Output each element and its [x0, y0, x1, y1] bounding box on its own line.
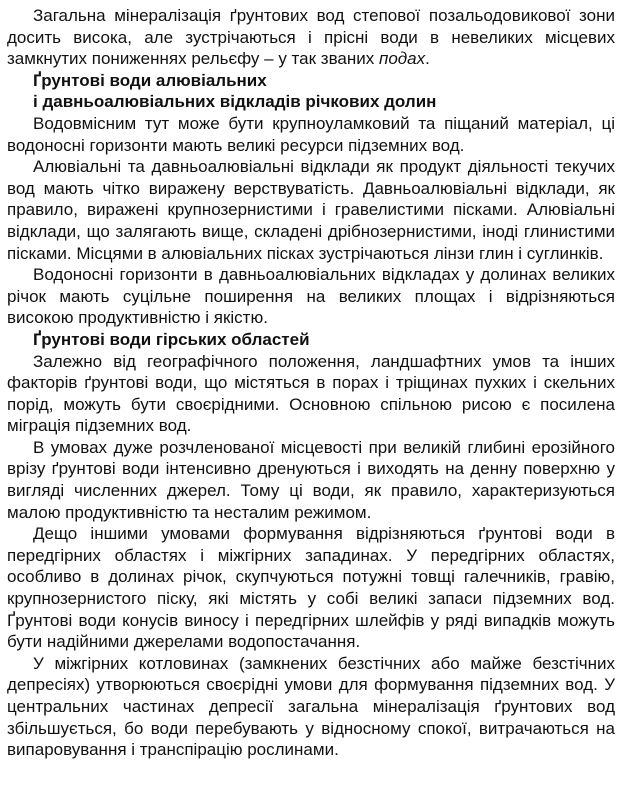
paragraph-foothill-areas: Дещо іншими умовами формування відрізняються ґрунтові води в передгірних областях і міжгірних западинах. У передгірних областях, особливо в долинах річок, скупчуються потужні товщі галечників, гравію, крупнозернистого піску, які містять у собі великі запаси підземних вод. Ґрунтові води конусів виносу і передгірних шлейфів у ряді випадків можуть бути надійними джерелами водопостачання.: [7, 524, 615, 652]
paragraph-dissected-terrain: В умовах дуже розчленованої місцевості при великій глибині ерозійного врізу ґрунтові води інтенсивно дренуються і виходять на денну поверхню у вигляді численних джерел. Тому ці води, як правило, характеризуються малою продуктивністю та несталим режимом.: [7, 437, 615, 522]
paragraph-alluvial-deposits: Алювіальні та давньоалювіальні відклади як продукт діяльності текучих вод мають чітко виражену верствуватість. Давньоалювіальні відклади, як правило, виражені крупнозернистими і гравелистими пісками. Алювіальні відклади, що залягають вище, складені дрібнозернистими, іноді глинистими пісками. Місцями в алювіальних пісках зустрічаються лінзи глин і суглинків.: [7, 157, 615, 263]
heading-line: Ґрунтові води алювіальних: [33, 70, 267, 90]
paragraph-aquifer-horizons: Водоносні горизонти в давньоалювіальних відкладах у долинах великих річок мають суцільне поширення на великих площах і відрізняються високою продуктивністю і якістю.: [7, 265, 615, 328]
section-heading-mountain: [7, 329, 615, 351]
paragraph-aquifer-material: Водовмісним тут може бути крупноуламковий та піщаний матеріал, ці водоносні горизонти мають великі ресурси підземних вод.: [7, 113, 615, 155]
paragraph-mineralization: Загальна мінералізація ґрунтових вод степової позальодовикової зони досить висока, але зустрічаються і прісні води в невеликих місцевих замкнутих пониженнях рельєфу – у так званих подах.: [7, 6, 615, 69]
section-heading-alluvial: [7, 70, 615, 113]
heading-line: Ґрунтові води гірських областей: [33, 329, 310, 349]
paragraph-intermontane-basins: У міжгірних котловинах (замкнених безстічних або майже безстічних депресіях) утворюються своєрідні умови для формування підземних вод. У центральних частинах депресії загальна мінералізація ґрунтових вод збільшується, бо води перебувають у відносному спокої, витрачаються на випаровування і транспірацію рослинами.: [7, 653, 615, 760]
heading-line: і давньоалювіальних відкладів річкових долин: [33, 92, 437, 112]
document-page: [7, 5, 615, 761]
italic-term: подах: [378, 49, 426, 69]
paragraph-geographic-position: Залежно від географічного положення, ландшафтних умов та інших факторів ґрунтові води, що містяться в порах і тріщинах пухких і скельних порід, можуть бути своєрідними. Основною спільною рисою є посилена міграція підземних вод.: [7, 351, 615, 436]
